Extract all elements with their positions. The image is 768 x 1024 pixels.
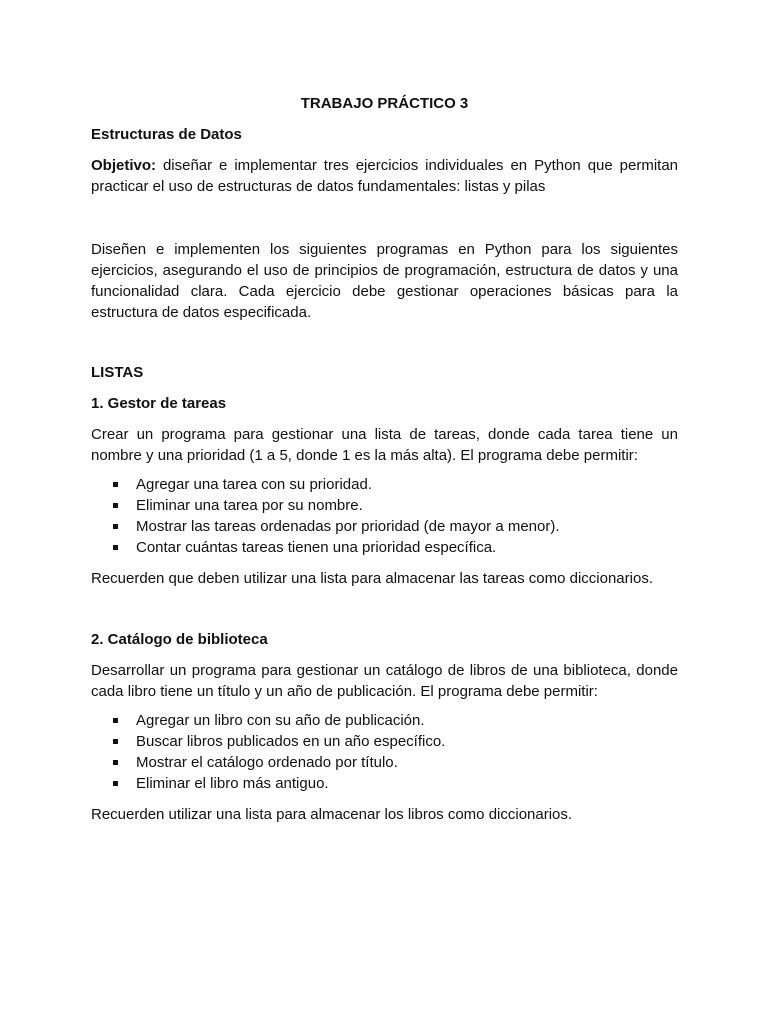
objective-label: Objetivo: bbox=[91, 157, 157, 174]
exercise-2 bbox=[91, 629, 678, 825]
list-item bbox=[91, 710, 678, 731]
square-bullet-icon bbox=[113, 482, 118, 487]
square-bullet-icon bbox=[113, 503, 118, 508]
list-item-text: Mostrar el catálogo ordenado por título. bbox=[136, 754, 398, 771]
exercise-bullet-list bbox=[91, 474, 678, 558]
section-heading-listas: LISTAS bbox=[91, 364, 144, 381]
square-bullet-icon bbox=[113, 524, 118, 529]
list-item-text: Buscar libros publicados en un año específico. bbox=[136, 733, 446, 750]
list-item bbox=[91, 731, 678, 752]
list-item-text: Agregar una tarea con su prioridad. bbox=[136, 476, 372, 493]
list-item-text: Contar cuántas tareas tienen una prioridad específica. bbox=[136, 539, 497, 556]
list-item bbox=[91, 516, 678, 537]
list-item bbox=[91, 773, 678, 794]
exercise-bullet-list bbox=[91, 710, 678, 794]
exercise-note: Recuerden que deben utilizar una lista para almacenar las tareas como diccionarios. bbox=[91, 570, 653, 587]
document-title: TRABAJO PRÁCTICO 3 bbox=[300, 95, 469, 112]
list-item-text: Mostrar las tareas ordenadas por prioridad (de mayor a menor). bbox=[136, 518, 560, 535]
exercise-description: Desarrollar un programa para gestionar un catálogo de libros de una biblioteca, donde cada libro tiene un título y un año de publicación. El programa debe permitir: bbox=[91, 662, 678, 700]
list-item bbox=[91, 474, 678, 495]
exercise-description: Crear un programa para gestionar una lista de tareas, donde cada tarea tiene un nombre y una prioridad (1 a 5, donde 1 es la más alta). El programa debe permitir: bbox=[91, 426, 678, 464]
exercise-heading: 1. Gestor de tareas bbox=[91, 395, 227, 412]
square-bullet-icon bbox=[113, 718, 118, 723]
exercise-heading: 2. Catálogo de biblioteca bbox=[91, 631, 268, 648]
intro-paragraph: Diseñen e implementen los siguientes programas en Python para los siguientes ejercicios, asegurando el uso de principios de programación, estructura de datos y una funcionalidad clara. Cada ejercicio debe gestionar operaciones básicas para la estructura de datos especificada. bbox=[91, 241, 678, 321]
list-item bbox=[91, 537, 678, 558]
list-item bbox=[91, 752, 678, 773]
exercise-1 bbox=[91, 393, 678, 589]
square-bullet-icon bbox=[113, 760, 118, 765]
square-bullet-icon bbox=[113, 739, 118, 744]
list-item-text: Eliminar el libro más antiguo. bbox=[136, 775, 329, 792]
list-item bbox=[91, 495, 678, 516]
square-bullet-icon bbox=[113, 545, 118, 550]
list-item-text: Eliminar una tarea por su nombre. bbox=[136, 497, 363, 514]
list-item-text: Agregar un libro con su año de publicación. bbox=[136, 712, 425, 729]
document-subtitle: Estructuras de Datos bbox=[91, 126, 242, 143]
square-bullet-icon bbox=[113, 781, 118, 786]
exercise-note: Recuerden utilizar una lista para almacenar los libros como diccionarios. bbox=[91, 806, 573, 823]
objective-text: diseñar e implementar tres ejercicios individuales en Python que permitan practicar el uso de estructuras de datos fundamentales: listas y pilas bbox=[91, 157, 678, 195]
objective-paragraph bbox=[91, 155, 678, 197]
